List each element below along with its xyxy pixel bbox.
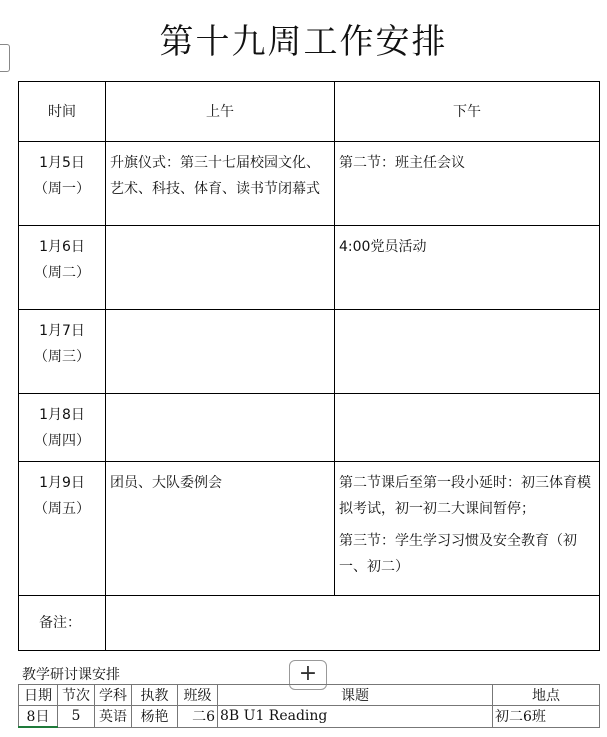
lesson-subject[interactable]: 英语 [95,706,132,728]
lesson-header-row [19,685,600,706]
lesson-location[interactable]: 初二6班 [493,706,600,728]
pm-item: 第二节：班主任会议 [339,155,465,171]
note-label: 备注： [19,596,106,651]
date-text: 1月6日 [39,239,85,255]
page-title: 第十九周工作安排 [159,22,448,62]
weekday-text: （周四） [34,433,90,449]
header-row [19,82,600,142]
pm-cell[interactable] [335,462,600,596]
date-cell [19,142,106,226]
date-cell [19,226,106,310]
header-pm: 下午 [335,82,600,142]
header-date: 日期 [19,685,58,706]
date-text: 1月7日 [39,323,85,339]
pm-item: 第二节课后至第一段小延时：初三体育模拟考试，初一初二大课间暂停； [339,475,591,517]
header-period: 节次 [58,685,95,706]
date-cell [19,394,106,462]
pm-cell[interactable] [335,226,600,310]
header-time: 时间 [19,82,106,142]
weekday-text: （周一） [34,181,90,197]
header-am: 上午 [106,82,335,142]
header-subject: 学科 [95,685,132,706]
lesson-topic[interactable]: 8B U1 Reading [218,706,493,728]
weekday-text: （周三） [34,349,90,365]
note-row [19,596,600,651]
am-item: 升旗仪式：第三十七届校园文化、艺术、科技、体育、读书节闭幕式 [110,155,320,197]
add-button[interactable]: + [289,660,327,690]
date-text: 1月8日 [39,407,85,423]
header-teacher: 执教 [132,685,178,706]
table-row [19,226,600,310]
am-item: 团员、大队委例会 [110,475,222,491]
table-row [19,310,600,394]
pm-item: 4:00党员活动 [339,239,427,255]
header-topic: 课题 [218,685,493,706]
table-row [19,394,600,462]
lesson-date[interactable]: 8日 [19,706,58,728]
date-text: 1月5日 [39,155,85,171]
pm-item: 第三节：学生学习习惯及安全教育（初一、初二） [339,533,577,575]
table-row [19,462,600,596]
pm-cell[interactable] [335,142,600,226]
date-cell [19,462,106,596]
weekday-text: （周五） [34,501,90,517]
pm-cell[interactable] [335,310,600,394]
lesson-class[interactable]: 二6 [178,706,218,728]
am-cell[interactable] [106,310,335,394]
side-tab-handle[interactable] [0,44,10,72]
lesson-row [19,706,600,728]
am-cell[interactable] [106,142,335,226]
sub-table-title: 教学研讨课安排 [22,667,120,683]
note-cell[interactable] [106,596,600,651]
header-class: 班级 [178,685,218,706]
table-row [19,142,600,226]
am-cell[interactable] [106,462,335,596]
schedule-table [18,81,600,651]
pm-cell[interactable] [335,394,600,462]
lesson-period[interactable]: 5 [58,706,95,728]
date-cell [19,310,106,394]
header-location: 地点 [493,685,600,706]
lesson-table [18,684,600,728]
am-cell[interactable] [106,394,335,462]
date-text: 1月9日 [39,475,85,491]
am-cell[interactable] [106,226,335,310]
lesson-teacher[interactable]: 杨艳 [132,706,178,728]
weekday-text: （周二） [34,265,90,281]
